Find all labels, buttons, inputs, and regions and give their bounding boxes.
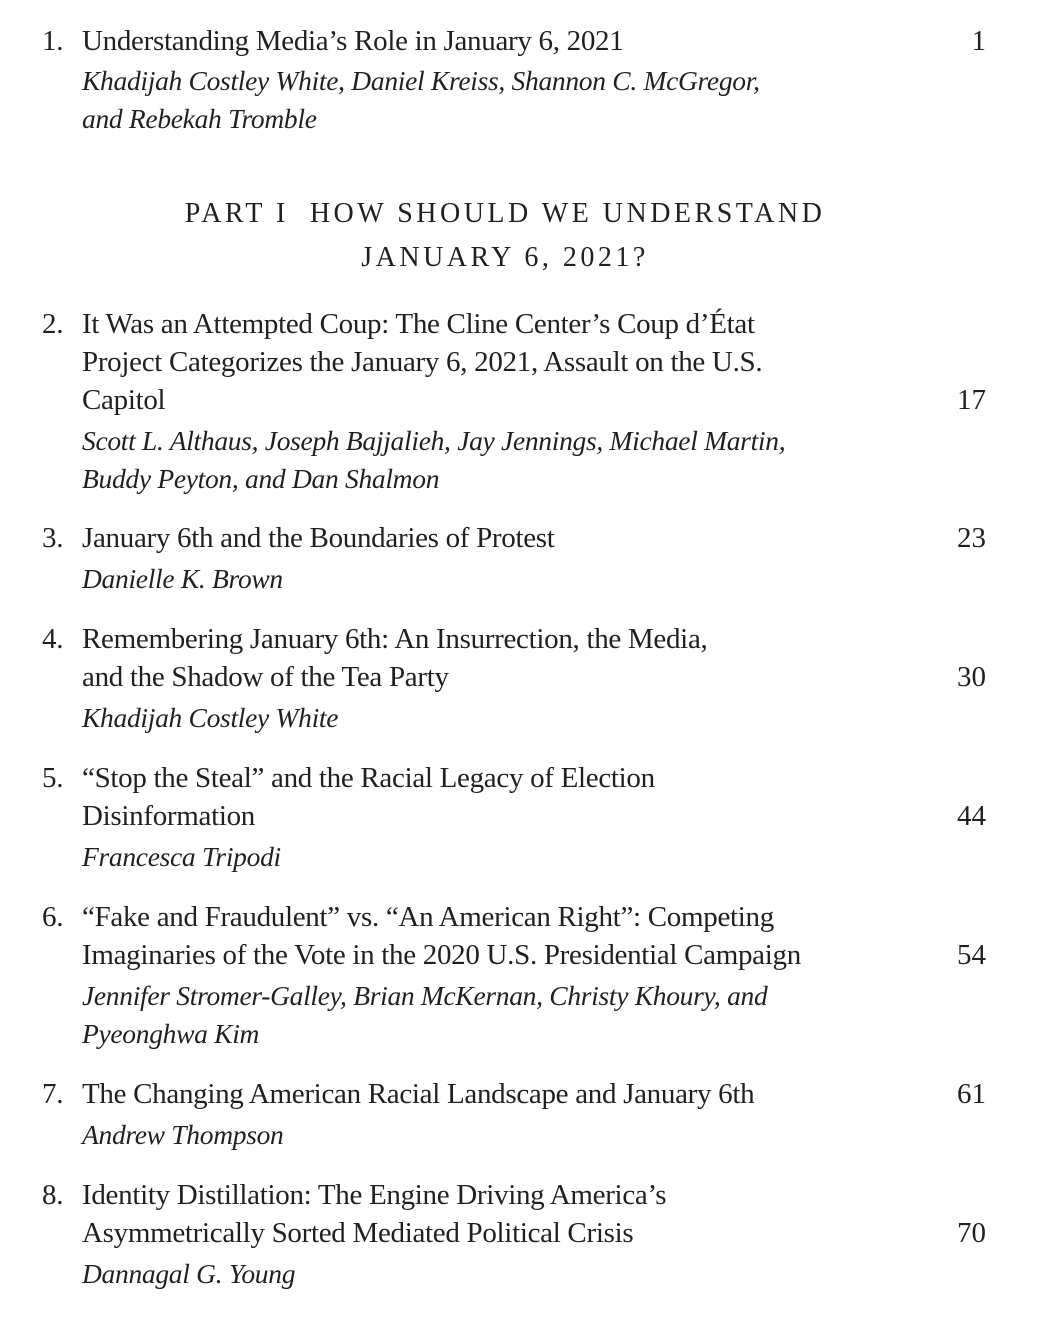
- author-line: Jennifer Stromer-Galley, Brian McKernan, Christy Khoury, and: [82, 980, 768, 1011]
- chapter-authors: [82, 1255, 922, 1293]
- author-line: Scott L. Althaus, Joseph Bajjalieh, Jay Jennings, Michael Martin,: [82, 425, 786, 456]
- chapter-number: 5.: [42, 762, 64, 794]
- author-line: Pyeonghwa Kim: [82, 1018, 260, 1049]
- chapter-title-line: Capitol: [82, 384, 166, 416]
- author-line: and Rebekah Tromble: [82, 103, 317, 134]
- chapter-authors: [82, 422, 922, 498]
- chapter-number: 6.: [42, 901, 64, 933]
- author-line: Danielle K. Brown: [82, 563, 283, 594]
- chapter-title-line: and the Shadow of the Tea Party: [82, 661, 449, 693]
- part-heading-line: PART I HOW SHOULD WE UNDERSTAND: [184, 198, 826, 229]
- part-heading: [0, 192, 1010, 280]
- chapter-title: [82, 305, 922, 419]
- author-line: Khadijah Costley White: [82, 702, 339, 733]
- chapter-authors: [82, 977, 922, 1053]
- chapter-title-line: “Fake and Fraudulent” vs. “An American Right”: Competing: [82, 901, 774, 933]
- chapter-title-line: The Changing American Racial Landscape and January 6th: [82, 1078, 755, 1110]
- chapter-title: [82, 1176, 922, 1252]
- page-number: 70: [957, 1217, 986, 1249]
- chapter-title: [82, 519, 922, 557]
- page-number: 44: [957, 800, 986, 832]
- page-number: 61: [957, 1078, 986, 1110]
- page-number: 30: [957, 661, 986, 693]
- chapter-title: [82, 1075, 922, 1113]
- chapter-title-line: Disinformation: [82, 800, 256, 832]
- chapter-title-line: Project Categorizes the January 6, 2021, Assault on the U.S.: [82, 346, 763, 378]
- chapter-title-line: It Was an Attempted Coup: The Cline Center’s Coup d’État: [82, 308, 755, 340]
- chapter-authors: [82, 62, 922, 138]
- author-line: Dannagal G. Young: [82, 1258, 296, 1289]
- chapter-authors: [82, 1116, 922, 1154]
- author-line: Francesca Tripodi: [82, 841, 281, 872]
- chapter-number: 7.: [42, 1078, 64, 1110]
- page-number: 23: [957, 522, 986, 554]
- chapter-title-line: Imaginaries of the Vote in the 2020 U.S. Presidential Campaign: [82, 939, 801, 971]
- chapter-authors: [82, 560, 922, 598]
- chapter-title: [82, 759, 922, 835]
- chapter-title-line: Remembering January 6th: An Insurrection, the Media,: [82, 623, 708, 655]
- chapter-number: 4.: [42, 623, 64, 655]
- chapter-number: 1.: [42, 25, 64, 57]
- chapter-number: 2.: [42, 308, 64, 340]
- chapter-title-line: “Stop the Steal” and the Racial Legacy of Election: [82, 762, 655, 794]
- chapter-title-line: January 6th and the Boundaries of Protest: [82, 522, 555, 554]
- chapter-title-line: Asymmetrically Sorted Mediated Political Crisis: [82, 1217, 634, 1249]
- author-line: Andrew Thompson: [82, 1119, 284, 1150]
- chapter-title-line: Understanding Media’s Role in January 6, 2021: [82, 25, 624, 57]
- page-number: 1: [971, 25, 986, 57]
- chapter-authors: [82, 838, 922, 876]
- page-number: 17: [957, 384, 986, 416]
- chapter-title: [82, 22, 922, 60]
- chapter-number: 3.: [42, 522, 64, 554]
- chapter-title: [82, 620, 922, 696]
- chapter-authors: [82, 699, 922, 737]
- page-number: 54: [957, 939, 986, 971]
- author-line: Khadijah Costley White, Daniel Kreiss, Shannon C. McGregor,: [82, 65, 760, 96]
- chapter-number: 8.: [42, 1179, 64, 1211]
- chapter-title-line: Identity Distillation: The Engine Driving America’s: [82, 1179, 667, 1211]
- chapter-title: [82, 898, 922, 974]
- part-heading-line: JANUARY 6, 2021?: [361, 242, 649, 273]
- author-line: Buddy Peyton, and Dan Shalmon: [82, 463, 440, 494]
